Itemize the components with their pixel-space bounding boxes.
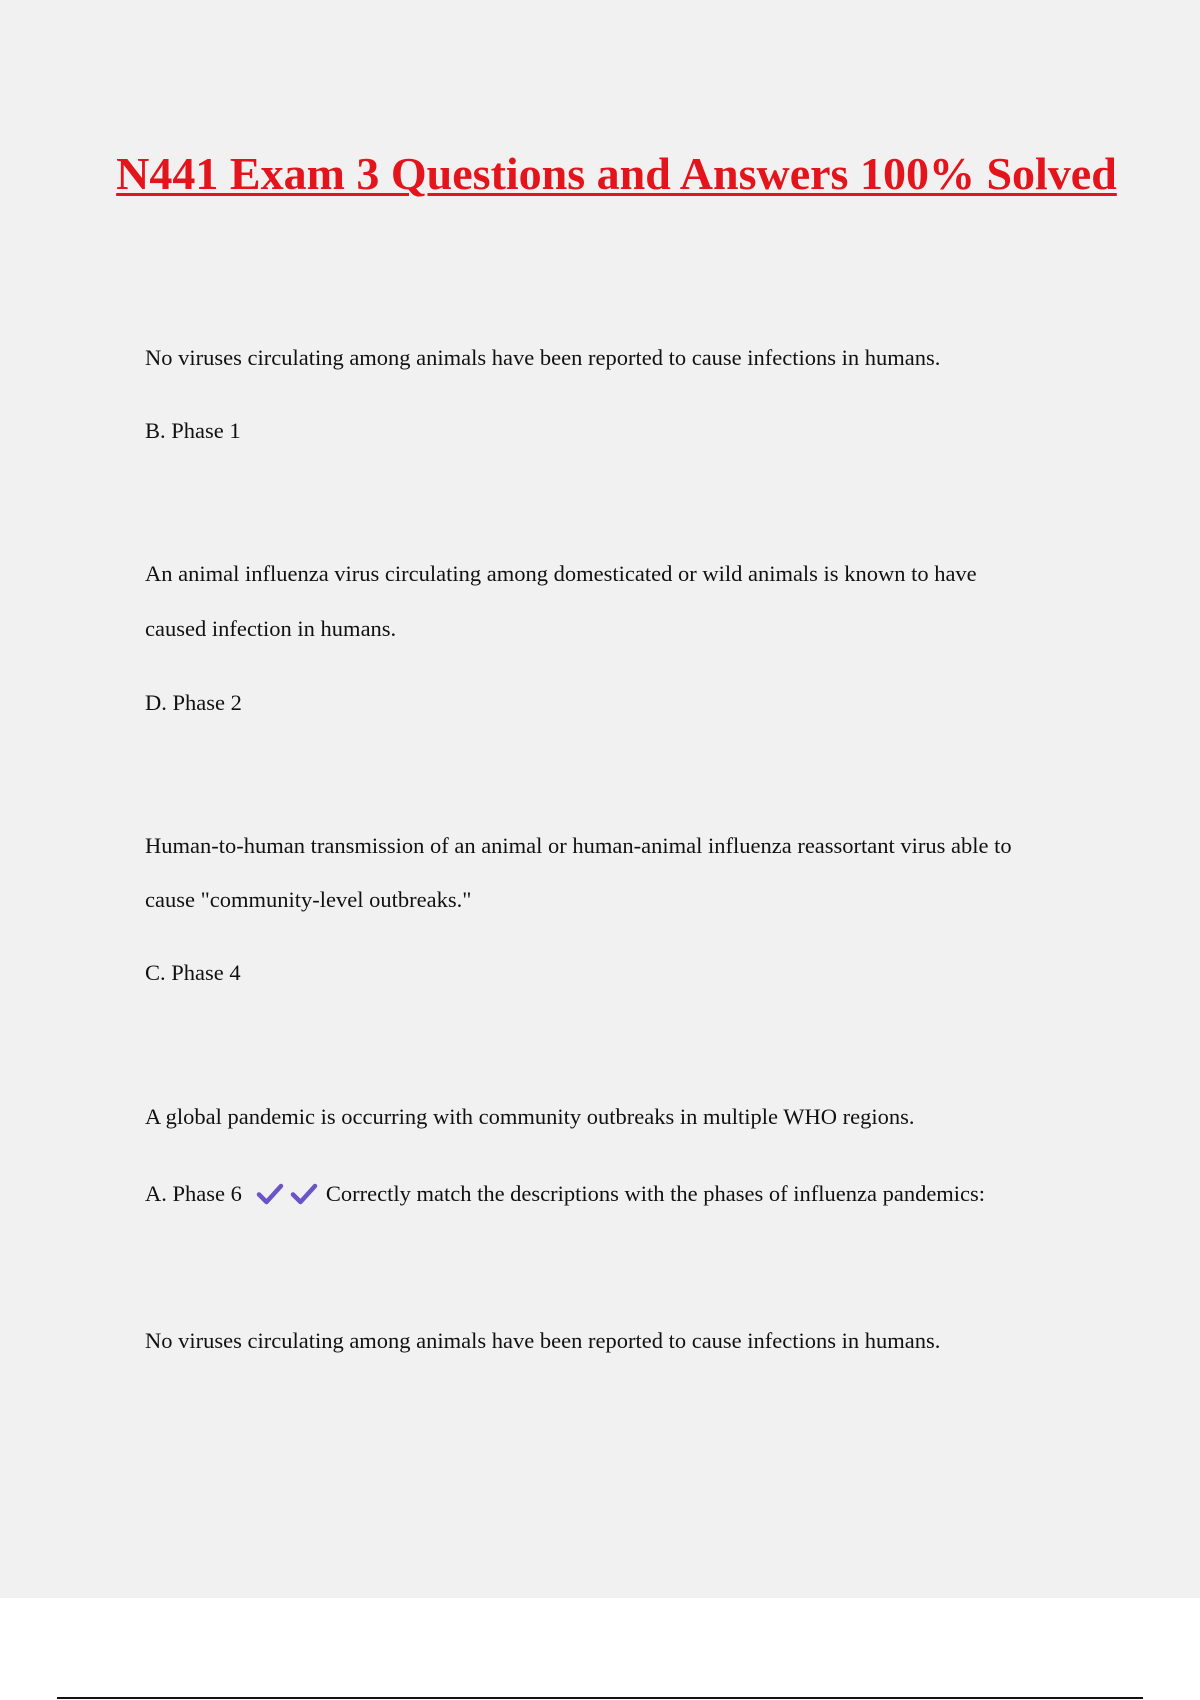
question-4: A global pandemic is occurring with community outbreaks in multiple WHO regions. (145, 1104, 915, 1129)
checkmark-icon (256, 1182, 284, 1206)
answer-1: B. Phase 1 (145, 418, 241, 443)
document-title: N441 Exam 3 Questions and Answers 100% Solved (116, 148, 1117, 199)
answer-3: C. Phase 4 (145, 960, 241, 985)
footer-rule (57, 1697, 1143, 1699)
answer-checkmarks (256, 1182, 324, 1206)
question-2-line-2: caused infection in humans. (145, 616, 397, 641)
question-1: No viruses circulating among animals have been reported to cause infections in humans. (145, 345, 941, 370)
question-2-line-1: An animal influenza virus circulating among domesticated or wild animals is known to have (145, 561, 977, 586)
answer-4-row (145, 1166, 985, 1221)
answer-4: A. Phase 6 (145, 1181, 242, 1206)
next-prompt: Correctly match the descriptions with the phases of influenza pandemics: (325, 1181, 986, 1206)
answer-2: D. Phase 2 (145, 690, 242, 715)
question-3-line-2: cause "community-level outbreaks." (145, 887, 472, 912)
checkmark-icon (290, 1182, 318, 1206)
question-3-line-1: Human-to-human transmission of an animal or human-animal influenza reassortant virus able to (145, 833, 1012, 858)
question-5: No viruses circulating among animals have been reported to cause infections in humans. (145, 1328, 941, 1353)
